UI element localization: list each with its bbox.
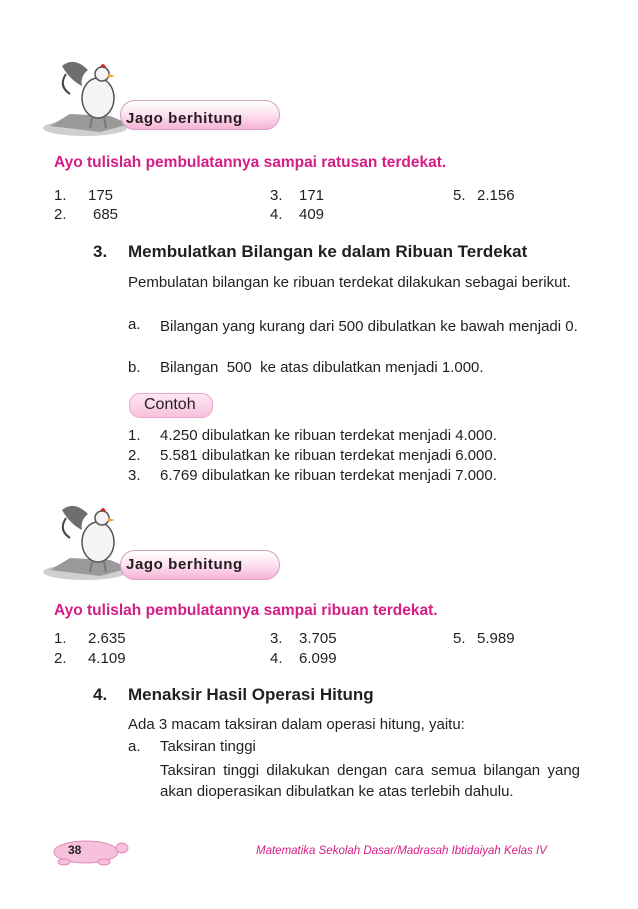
ex1-item-2-num: 2.	[54, 206, 67, 223]
example-1-text: 4.250 dibulatkan ke ribuan terdekat menjadi 4.000.	[160, 427, 497, 444]
book-title: Matematika Sekolah Dasar/Madrasah Ibtidaiyah Kelas IV	[256, 845, 547, 857]
ex2-item-2-num: 2.	[54, 650, 67, 667]
rule-b-letter: b.	[128, 359, 141, 376]
ex2-item-5-num: 5.	[453, 630, 466, 647]
sub-a-title: Taksiran tinggi	[160, 738, 256, 755]
page-number: 38	[68, 843, 82, 857]
example-1-num: 1.	[128, 427, 141, 444]
ex1-item-1-val: 175	[88, 187, 114, 204]
ex2-item-3-val: 3.705	[299, 630, 337, 647]
example-2-text: 5.581 dibulatkan ke ribuan terdekat menjadi 6.000.	[160, 447, 497, 464]
ex1-item-2-val: 685	[93, 206, 119, 223]
ex1-item-4-num: 4.	[270, 206, 283, 223]
rule-a-text: Bilangan yang kurang dari 500 dibulatkan ke bawah menjadi 0.	[160, 318, 578, 335]
example-3-num: 3.	[128, 467, 141, 484]
ex2-item-3-num: 3.	[270, 630, 283, 647]
contoh-label: Contoh	[144, 396, 196, 413]
jago-berhitung-banner-2	[40, 500, 280, 584]
rule-b-text: Bilangan 500 ke atas dibulatkan menjadi 1.000.	[160, 359, 484, 376]
section-3-number: 3.	[93, 242, 108, 261]
section-4-title: Menaksir Hasil Operasi Hitung	[128, 685, 374, 704]
banner-label: Jago berhitung	[126, 110, 243, 127]
banner-label: Jago berhitung	[126, 556, 243, 573]
sub-a-letter: a.	[128, 738, 141, 755]
ex2-item-4-val: 6.099	[299, 650, 337, 667]
ex1-item-1-num: 1.	[54, 187, 67, 204]
turtle-icon	[46, 836, 130, 866]
section-4-number: 4.	[93, 685, 108, 704]
jago-berhitung-banner-1	[40, 56, 280, 140]
ex1-item-5-val: 2.156	[477, 187, 515, 204]
ex2-item-1-num: 1.	[54, 630, 67, 647]
section-3-title: Membulatkan Bilangan ke dalam Ribuan Terdekat	[128, 242, 528, 261]
example-2-num: 2.	[128, 447, 141, 464]
ex2-item-2-val: 4.109	[88, 650, 126, 667]
ex2-item-1-val: 2.635	[88, 630, 126, 647]
rule-a-letter: a.	[128, 316, 141, 333]
section-4-intro: Ada 3 macam taksiran dalam operasi hitung, yaitu:	[128, 716, 465, 733]
page-number-turtle	[46, 836, 130, 866]
exercise-2-instruction: Ayo tulislah pembulatannya sampai ribuan terdekat.	[54, 602, 438, 619]
ex2-item-5-val: 5.989	[477, 630, 515, 647]
ex1-item-3-val: 171	[299, 187, 325, 204]
ex1-item-3-num: 3.	[270, 187, 283, 204]
ex1-item-4-val: 409	[299, 206, 325, 223]
example-3-text: 6.769 dibulatkan ke ribuan terdekat menjadi 7.000.	[160, 467, 497, 484]
ex1-item-5-num: 5.	[453, 187, 466, 204]
section-3-intro: Pembulatan bilangan ke ribuan terdekat dilakukan sebagai berikut.	[128, 274, 571, 291]
ex2-item-4-num: 4.	[270, 650, 283, 667]
sub-a-text: Taksiran tinggi dilakukan dengan cara semua bilangan yang akan dioperasikan dibulatkan ke atas terlebih dahulu.	[160, 762, 580, 800]
contoh-badge	[129, 393, 213, 418]
exercise-1-instruction: Ayo tulislah pembulatannya sampai ratusan terdekat.	[54, 154, 447, 171]
